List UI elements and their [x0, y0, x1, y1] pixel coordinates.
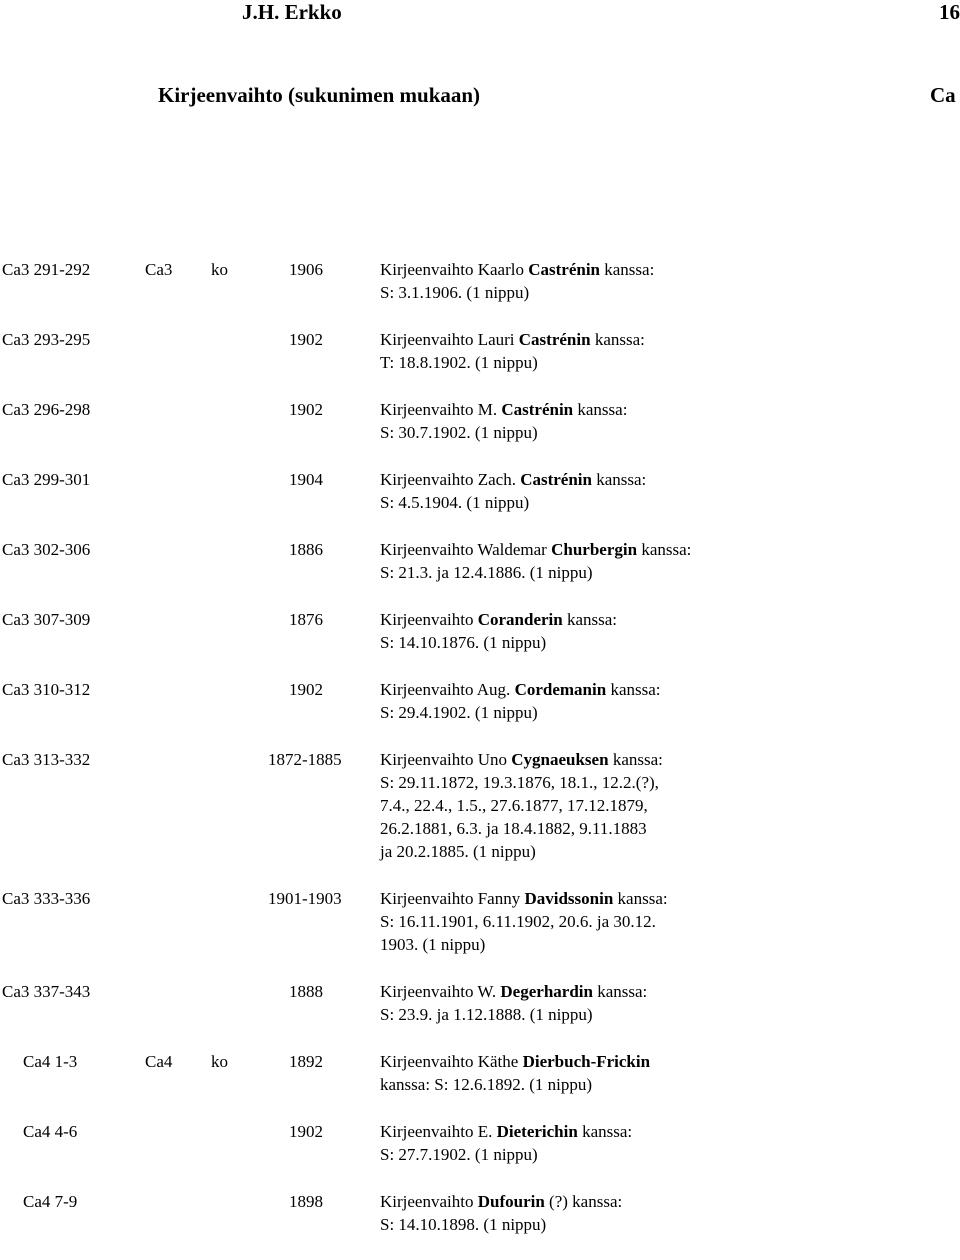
correspondent-name: Coranderin	[477, 610, 563, 629]
description-suffix: kanssa:	[606, 680, 661, 699]
description-line: S: 29.4.1902. (1 nippu)	[380, 703, 538, 722]
year: 1876	[289, 610, 323, 629]
description-line: S: 23.9. ja 1.12.1888. (1 nippu)	[380, 1005, 593, 1024]
year: 1872-1885	[268, 750, 342, 769]
signum: Ca3 307-309	[2, 610, 91, 629]
year: 1906	[289, 260, 323, 279]
section-title: Kirjeenvaihto (sukunimen mukaan)	[158, 83, 481, 107]
signum: Ca3 337-343	[2, 982, 91, 1001]
table-row	[0, 1120, 960, 1166]
entry-description	[380, 1050, 780, 1096]
table-row	[0, 608, 960, 654]
signum: Ca4 4-6	[23, 1122, 78, 1141]
entry-description	[380, 538, 780, 584]
year: 1902	[289, 400, 323, 419]
table-row	[0, 468, 960, 514]
description-prefix: Kirjeenvaihto Kaarlo	[380, 260, 529, 279]
correspondent-name: Cordemanin	[514, 680, 607, 699]
description-first-line	[380, 328, 780, 351]
correspondent-name: Castrénin	[518, 330, 591, 349]
description-suffix: kanssa:	[562, 610, 618, 629]
entry-list	[0, 258, 960, 1260]
table-row	[0, 258, 960, 304]
table-row	[0, 538, 960, 584]
description-prefix: Kirjeenvaihto M.	[380, 400, 502, 419]
correspondent-name: Castrénin	[528, 260, 600, 279]
table-row	[0, 980, 960, 1026]
correspondent-name: Castrénin	[501, 400, 574, 419]
table-row	[0, 1190, 960, 1236]
signum: Ca3 310-312	[2, 680, 91, 699]
entry-description	[380, 468, 780, 514]
year: 1902	[289, 680, 323, 699]
entry-description	[380, 748, 780, 863]
description-first-line	[380, 538, 780, 561]
signum: Ca3 333-336	[2, 889, 91, 908]
signum: Ca3 299-301	[2, 470, 91, 489]
group-code: Ca4	[145, 1052, 173, 1071]
year: 1886	[289, 540, 323, 559]
description-line: 1903. (1 nippu)	[380, 935, 486, 954]
year: 1888	[289, 982, 323, 1001]
ko-label: ko	[211, 1052, 228, 1071]
description-suffix: (?) kanssa:	[544, 1192, 623, 1211]
description-first-line	[380, 678, 780, 701]
correspondent-name: Dierbuch-Frickin	[522, 1052, 651, 1071]
description-suffix: kanssa:	[600, 260, 655, 279]
entry-description	[380, 328, 780, 374]
description-suffix: kanssa:	[573, 400, 628, 419]
signum: Ca3 296-298	[2, 400, 91, 419]
description-line: S: 4.5.1904. (1 nippu)	[380, 493, 530, 512]
entry-description	[380, 980, 780, 1026]
description-line: S: 14.10.1898. (1 nippu)	[380, 1215, 547, 1234]
description-first-line	[380, 608, 780, 631]
description-first-line	[380, 468, 780, 491]
header-author: J.H. Erkko	[242, 0, 342, 24]
description-line: kanssa: S: 12.6.1892. (1 nippu)	[380, 1075, 593, 1094]
signum: Ca3 291-292	[2, 260, 91, 279]
signum: Ca3 313-332	[2, 750, 91, 769]
description-line: 26.2.1881, 6.3. ja 18.4.1882, 9.11.1883	[380, 819, 647, 838]
entry-description	[380, 608, 780, 654]
page-number: 16	[939, 0, 960, 24]
description-prefix: Kirjeenvaihto Aug.	[380, 680, 515, 699]
description-first-line	[380, 398, 780, 421]
entry-description	[380, 887, 780, 956]
description-line: T: 18.8.1902. (1 nippu)	[380, 353, 538, 372]
table-row	[0, 887, 960, 956]
entry-description	[380, 258, 780, 304]
signum: Ca4 1-3	[23, 1052, 78, 1071]
year: 1898	[289, 1192, 323, 1211]
correspondent-name: Davidssonin	[524, 889, 614, 908]
description-suffix: kanssa:	[637, 540, 692, 559]
description-line: S: 21.3. ja 12.4.1886. (1 nippu)	[380, 563, 593, 582]
description-first-line	[380, 1120, 780, 1143]
entry-description	[380, 678, 780, 724]
description-line: ja 20.2.1885. (1 nippu)	[380, 842, 536, 861]
table-row	[0, 398, 960, 444]
description-prefix: Kirjeenvaihto W.	[380, 982, 501, 1001]
description-first-line	[380, 748, 780, 771]
ko-label: ko	[211, 260, 228, 279]
description-suffix: kanssa:	[591, 470, 647, 489]
description-suffix: kanssa:	[590, 330, 645, 349]
correspondent-name: Cygnaeuksen	[511, 750, 609, 769]
description-line: S: 30.7.1902. (1 nippu)	[380, 423, 538, 442]
description-prefix: Kirjeenvaihto Lauri	[380, 330, 519, 349]
section-code: Ca	[930, 83, 956, 107]
description-prefix: Kirjeenvaihto Käthe	[380, 1052, 523, 1071]
year: 1892	[289, 1052, 323, 1071]
description-line: S: 29.11.1872, 19.3.1876, 18.1., 12.2.(?),	[380, 773, 659, 792]
description-prefix: Kirjeenvaihto E.	[380, 1122, 497, 1141]
year: 1902	[289, 1122, 323, 1141]
description-first-line	[380, 980, 780, 1003]
entry-description	[380, 1190, 780, 1236]
correspondent-name: Dufourin	[477, 1192, 545, 1211]
correspondent-name: Castrénin	[520, 470, 592, 489]
description-suffix: kanssa:	[592, 982, 648, 1001]
signum: Ca3 302-306	[2, 540, 91, 559]
table-row	[0, 748, 960, 863]
entry-description	[380, 1120, 780, 1166]
description-prefix: Kirjeenvaihto	[380, 610, 478, 629]
description-first-line	[380, 887, 780, 910]
description-line: S: 3.1.1906. (1 nippu)	[380, 283, 530, 302]
description-first-line	[380, 1050, 780, 1073]
description-suffix: kanssa:	[608, 750, 663, 769]
description-suffix: kanssa:	[577, 1122, 633, 1141]
group-code: Ca3	[145, 260, 173, 279]
table-row	[0, 1050, 960, 1096]
description-line: S: 16.11.1901, 6.11.1902, 20.6. ja 30.12.	[380, 912, 656, 931]
description-prefix: Kirjeenvaihto Uno	[380, 750, 512, 769]
correspondent-name: Dieterichin	[496, 1122, 578, 1141]
correspondent-name: Degerhardin	[500, 982, 593, 1001]
year: 1902	[289, 330, 323, 349]
signum: Ca4 7-9	[23, 1192, 78, 1211]
description-line: 7.4., 22.4., 1.5., 27.6.1877, 17.12.1879,	[380, 796, 648, 815]
description-first-line	[380, 258, 780, 281]
description-line: S: 27.7.1902. (1 nippu)	[380, 1145, 538, 1164]
signum: Ca3 293-295	[2, 330, 91, 349]
year: 1904	[289, 470, 323, 489]
table-row	[0, 678, 960, 724]
description-suffix: kanssa:	[613, 889, 668, 908]
description-prefix: Kirjeenvaihto	[380, 1192, 478, 1211]
year: 1901-1903	[268, 889, 342, 908]
entry-description	[380, 398, 780, 444]
description-line: S: 14.10.1876. (1 nippu)	[380, 633, 547, 652]
description-prefix: Kirjeenvaihto Zach.	[380, 470, 521, 489]
table-row	[0, 328, 960, 374]
description-prefix: Kirjeenvaihto Fanny	[380, 889, 525, 908]
correspondent-name: Churbergin	[551, 540, 638, 559]
description-first-line	[380, 1190, 780, 1213]
description-prefix: Kirjeenvaihto Waldemar	[380, 540, 552, 559]
